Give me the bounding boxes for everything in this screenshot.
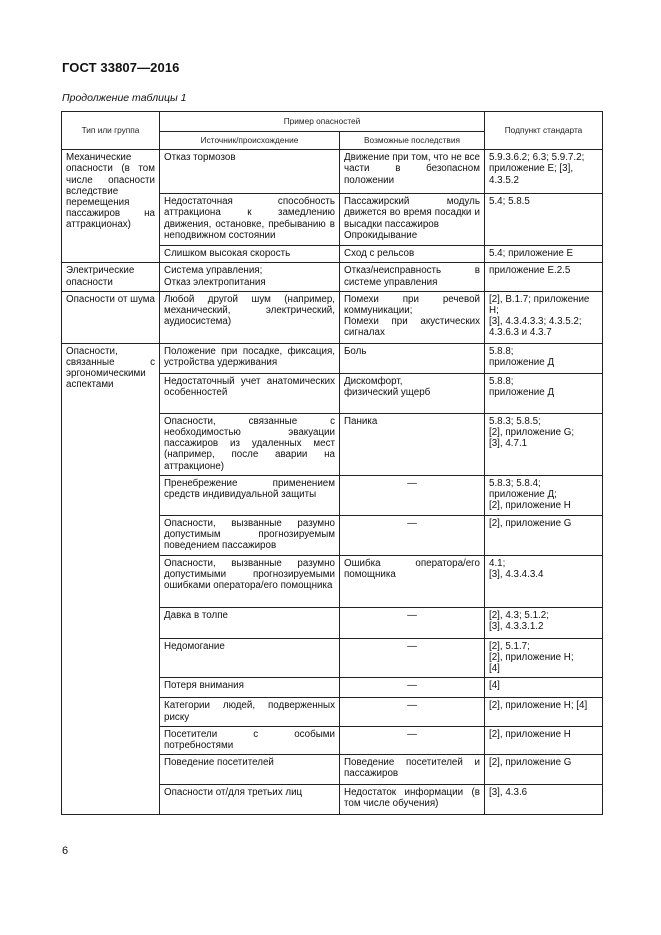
- hazard-consequence-cell: Пассажирский модуль движется во время посадки и высадки пассажиров Опрокидывание: [340, 194, 485, 246]
- hazard-type-cell: Электрические опасности: [62, 263, 160, 291]
- hazard-source-cell: Опасности, вызванные разумно допустимым прогнозируемым поведением пассажиров: [160, 515, 340, 555]
- hazard-source-cell: Опасности, вызванные разумно допустимыми прогнозируемыми ошибками оператора/его помощника: [160, 555, 340, 607]
- hazard-consequence-cell: Поведение посетителей и пассажиров: [340, 755, 485, 785]
- table-caption: Продолжение таблицы 1: [62, 92, 187, 104]
- standard-clause-cell: 5.8.8; приложение Д: [485, 343, 603, 373]
- standard-title: ГОСТ 33807—2016: [62, 60, 180, 75]
- standard-clause-cell: 5.8.8; приложение Д: [485, 373, 603, 413]
- page-number: 6: [62, 845, 69, 857]
- standard-clause-cell: 5.9.3.6.2; 6.3; 5.9.7.2; приложение Е; [3], 4.3.5.2: [485, 150, 603, 194]
- hazard-consequence-cell: —: [340, 678, 485, 698]
- hazard-source-cell: Потеря внимания: [160, 678, 340, 698]
- hazard-source-cell: Недостаточная способность аттракциона к замедлению движения, остановке, пребыванию в неподвижном состоянии: [160, 194, 340, 246]
- hazard-type-cell: Механические опасности (в том числе опасности вследствие перемещения пассажиров на аттракционах): [62, 150, 160, 263]
- hazard-source-cell: Давка в толпе: [160, 607, 340, 638]
- standard-clause-cell: [2], В.1.7; приложение Н; [3], 4.3.4.3.3; 4.3.5.2; 4.3.6.3 и 4.3.7: [485, 291, 603, 343]
- hazard-consequence-cell: Отказ/неисправность в системе управления: [340, 263, 485, 291]
- hazard-consequence-cell: Боль: [340, 343, 485, 373]
- hazard-consequence-cell: Сход с рельсов: [340, 246, 485, 263]
- hazard-source-cell: Пренебрежение применением средств индивидуальной защиты: [160, 475, 340, 515]
- hazard-source-cell: Слишком высокая скорость: [160, 246, 340, 263]
- standard-clause-cell: [2], приложение G: [485, 515, 603, 555]
- col-header-example: Пример опасностей: [160, 112, 485, 132]
- standard-clause-cell: 4.1; [3], 4.3.4.3.4: [485, 555, 603, 607]
- hazard-source-cell: Посетители с особыми потребностями: [160, 726, 340, 754]
- hazard-source-cell: Система управления; Отказ электропитания: [160, 263, 340, 291]
- hazard-consequence-cell: —: [340, 726, 485, 754]
- hazard-source-cell: Положение при посадке, фиксация, устройства удерживания: [160, 343, 340, 373]
- hazard-consequence-cell: Движение при том, что не все части в безопасном положении: [340, 150, 485, 194]
- hazard-source-cell: Поведение посетителей: [160, 755, 340, 785]
- table-row: [62, 291, 603, 343]
- col-header-consequences: Возможные последствия: [340, 132, 485, 150]
- hazard-consequence-cell: —: [340, 698, 485, 726]
- hazard-type-cell: Опасности, связанные с эргономическими аспектами: [62, 343, 160, 814]
- standard-clause-cell: [2], 5.1.7; [2], приложение Н; [4]: [485, 638, 603, 678]
- hazard-consequence-cell: —: [340, 475, 485, 515]
- col-header-type-group: Тип или группа: [62, 112, 160, 150]
- hazard-consequence-cell: Недостаток информации (в том числе обучения): [340, 785, 485, 815]
- hazard-source-cell: Опасности от/для третьих лиц: [160, 785, 340, 815]
- hazard-source-cell: Любой другой шум (например, механический, электрический, аудиосистема): [160, 291, 340, 343]
- standard-clause-cell: [2], приложение Н: [485, 726, 603, 754]
- standard-clause-cell: 5.4; 5.8.5: [485, 194, 603, 246]
- hazards-table: [61, 111, 603, 815]
- hazard-source-cell: Категории людей, подверженных риску: [160, 698, 340, 726]
- hazard-consequence-cell: Дискомфорт, физический ущерб: [340, 373, 485, 413]
- standard-clause-cell: [4]: [485, 678, 603, 698]
- standard-clause-cell: [2], приложение Н; [4]: [485, 698, 603, 726]
- hazard-consequence-cell: —: [340, 638, 485, 678]
- hazard-source-cell: Недомогание: [160, 638, 340, 678]
- hazard-consequence-cell: —: [340, 515, 485, 555]
- standard-clause-cell: [2], приложение G: [485, 755, 603, 785]
- table-row: [62, 343, 603, 373]
- hazard-source-cell: Недостаточный учет анатомических особенностей: [160, 373, 340, 413]
- standard-clause-cell: 5.8.3; 5.8.5; [2], приложение G; [3], 4.7.1: [485, 413, 603, 475]
- hazard-consequence-cell: Паника: [340, 413, 485, 475]
- standard-clause-cell: приложение Е.2.5: [485, 263, 603, 291]
- hazard-consequence-cell: Помехи при речевой коммуникации; Помехи при акустических сигналах: [340, 291, 485, 343]
- table-body: [62, 150, 603, 815]
- hazard-source-cell: Отказ тормозов: [160, 150, 340, 194]
- standard-clause-cell: 5.8.3; 5.8.4; приложение Д; [2], приложение Н: [485, 475, 603, 515]
- hazard-type-cell: Опасности от шума: [62, 291, 160, 343]
- table-row: [62, 150, 603, 194]
- col-header-source: Источник/происхождение: [160, 132, 340, 150]
- hazard-consequence-cell: —: [340, 607, 485, 638]
- hazard-source-cell: Опасности, связанные с необходимостью эвакуации пассажиров из удаленных мест (например, после аварии на аттракционе): [160, 413, 340, 475]
- standard-clause-cell: 5.4; приложение Е: [485, 246, 603, 263]
- standard-clause-cell: [2], 4.3; 5.1.2; [3], 4.3.3.1.2: [485, 607, 603, 638]
- hazard-consequence-cell: Ошибка оператора/его помощника: [340, 555, 485, 607]
- col-header-clause: Подпункт стандарта: [485, 112, 603, 150]
- standard-clause-cell: [3], 4.3.6: [485, 785, 603, 815]
- table-row: [62, 263, 603, 291]
